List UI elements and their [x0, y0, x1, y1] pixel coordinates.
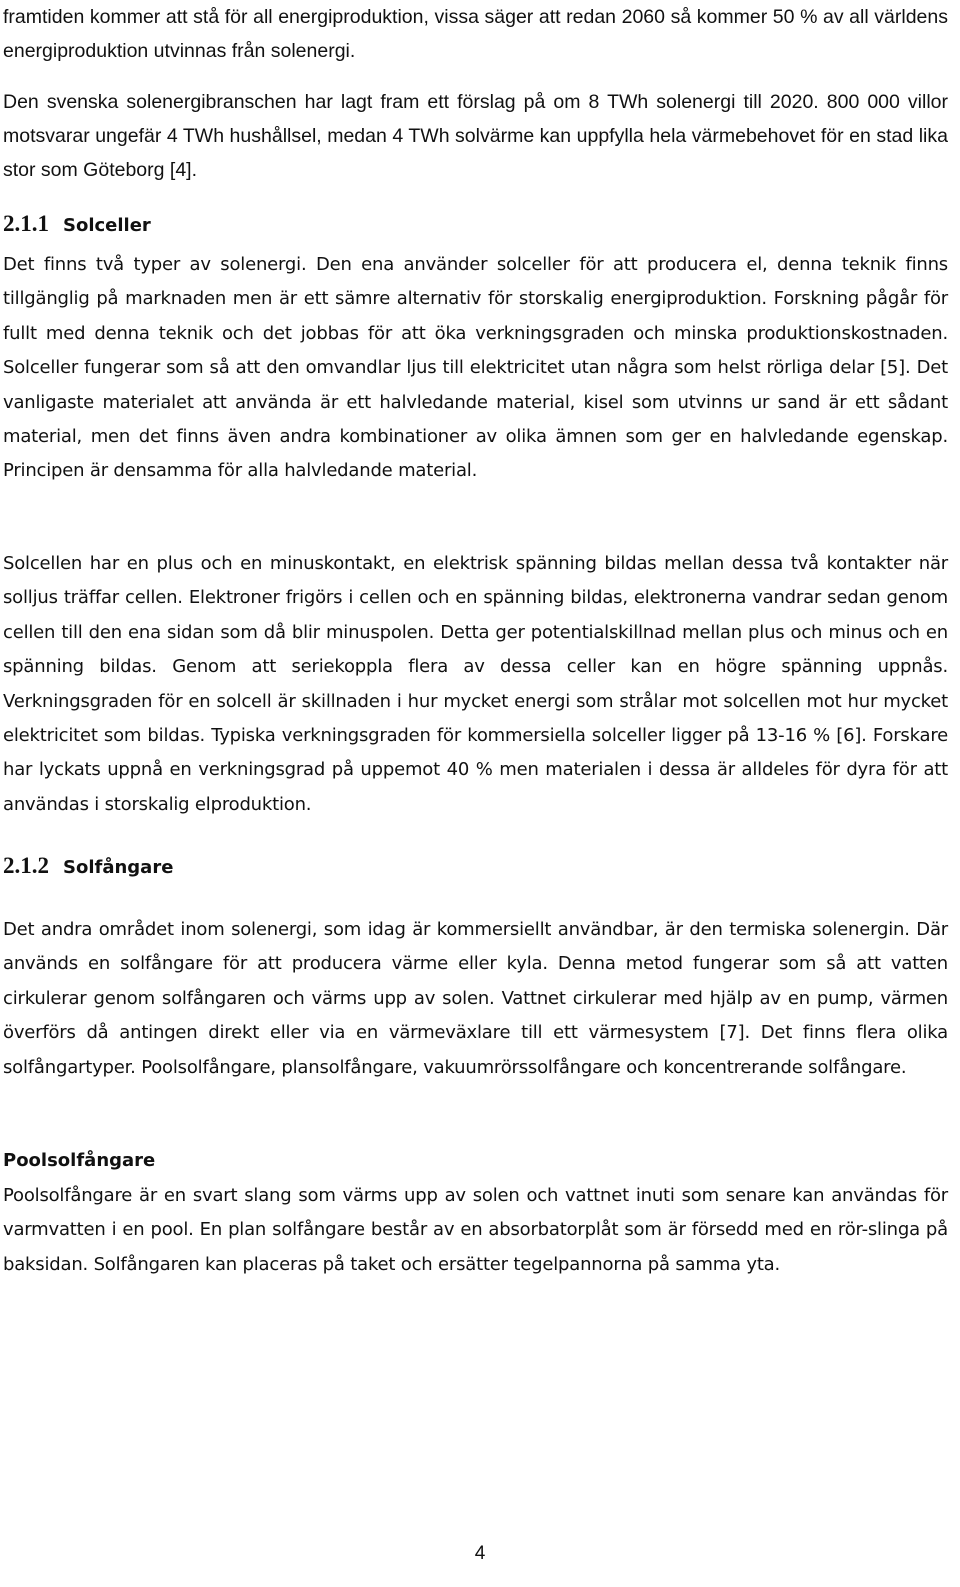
page-number: 4 — [474, 1543, 486, 1564]
intro-paragraph-1: framtiden kommer att stå för all energiproduktion, vissa säger att redan 2060 så kommer 50 % av all världens energiproduktion utvinnas från solenergi. — [3, 6, 948, 62]
solfangare-paragraph-1: Det andra området inom solenergi, som idag är kommersiellt användbar, är den termiska solenergin. Där används en solfångare för att producera värme eller kyla. Denna metod fungerar som så att vatten cirkulerar genom solfångaren och värms upp av solen. Vattnet cirkulerar med hjälp av en pump, värmen överförs då antingen direkt eller via en värmeväxlare till ett värmesystem [7]. Det finns flera olika solfångartyper. Poolsolfångare, plansolfångare, vakuumrörssolfångare och koncentrerande solfångare. — [3, 919, 948, 1078]
section-number: 2.1.1 — [3, 211, 49, 236]
section-title: Solceller — [63, 215, 151, 236]
solceller-paragraph-1: Det finns två typer av solenergi. Den ena använder solceller för att producera el, denna teknik finns tillgänglig på marknaden men är ett sämre alternativ för storskalig energiproduktion. Forskning pågår för fullt med denna teknik och det jobbas för att öka verkningsgraden och minska produktionskostnaden. Solceller fungerar som så att den omvandlar ljus till elektricitet utan några som helst rörliga delar [5]. Det vanligaste materialet att använda är ett halvledande material, kisel som utvinns ur sand är ett sådant material, men det finns även andra kombinationer av olika ämnen som ger en halvledande egenskap. Principen är densamma för alla halvledande material. — [3, 254, 948, 482]
section-heading-solceller — [3, 211, 151, 237]
section-title: Solfångare — [63, 857, 174, 878]
subheading-poolsolfangare: Poolsolfångare — [3, 1150, 156, 1171]
solceller-paragraph-2: Solcellen har en plus och en minuskontakt, en elektrisk spänning bildas mellan dessa två kontakter när solljus träffar cellen. Elektroner frigörs i cellen och en spänning bildas, elektronerna vandrar sedan genom cellen till den ena sidan som då blir minuspolen. Detta ger potentialskillnad mellan plus och minus och en spänning bildas. Genom att seriekoppla flera av dessa celler kan en högre spänning uppnås. Verkningsgraden för en solcell är skillnaden i hur mycket energi som strålar mot solcellen mot hur mycket elektricitet som bildas. Typiska verkningsgraden för kommersiella solceller ligger på 13-16 % [6]. Forskare har lyckats uppnå en verkningsgrad på uppemot 40 % men materialen i dessa är alldeles för dyra för att användas i storskalig elproduktion. — [3, 553, 948, 815]
section-heading-solfangare — [3, 853, 173, 879]
section-number: 2.1.2 — [3, 853, 49, 878]
poolsolfangare-paragraph: Poolsolfångare är en svart slang som värms upp av solen och vattnet inuti som senare kan användas för varmvatten i en pool. En plan solfångare består av en absorbatorplåt som är försedd med en rör-slinga på baksidan. Solfångaren kan placeras på taket och ersätter tegelpannorna på samma yta. — [3, 1185, 948, 1275]
intro-paragraph-2: Den svenska solenergibranschen har lagt fram ett förslag på om 8 TWh solenergi till 2020. 800 000 villor motsvarar ungefär 4 TWh hushållsel, medan 4 TWh solvärme kan uppfylla hela värmebehovet för en stad lika stor som Göteborg [4]. — [3, 91, 948, 181]
